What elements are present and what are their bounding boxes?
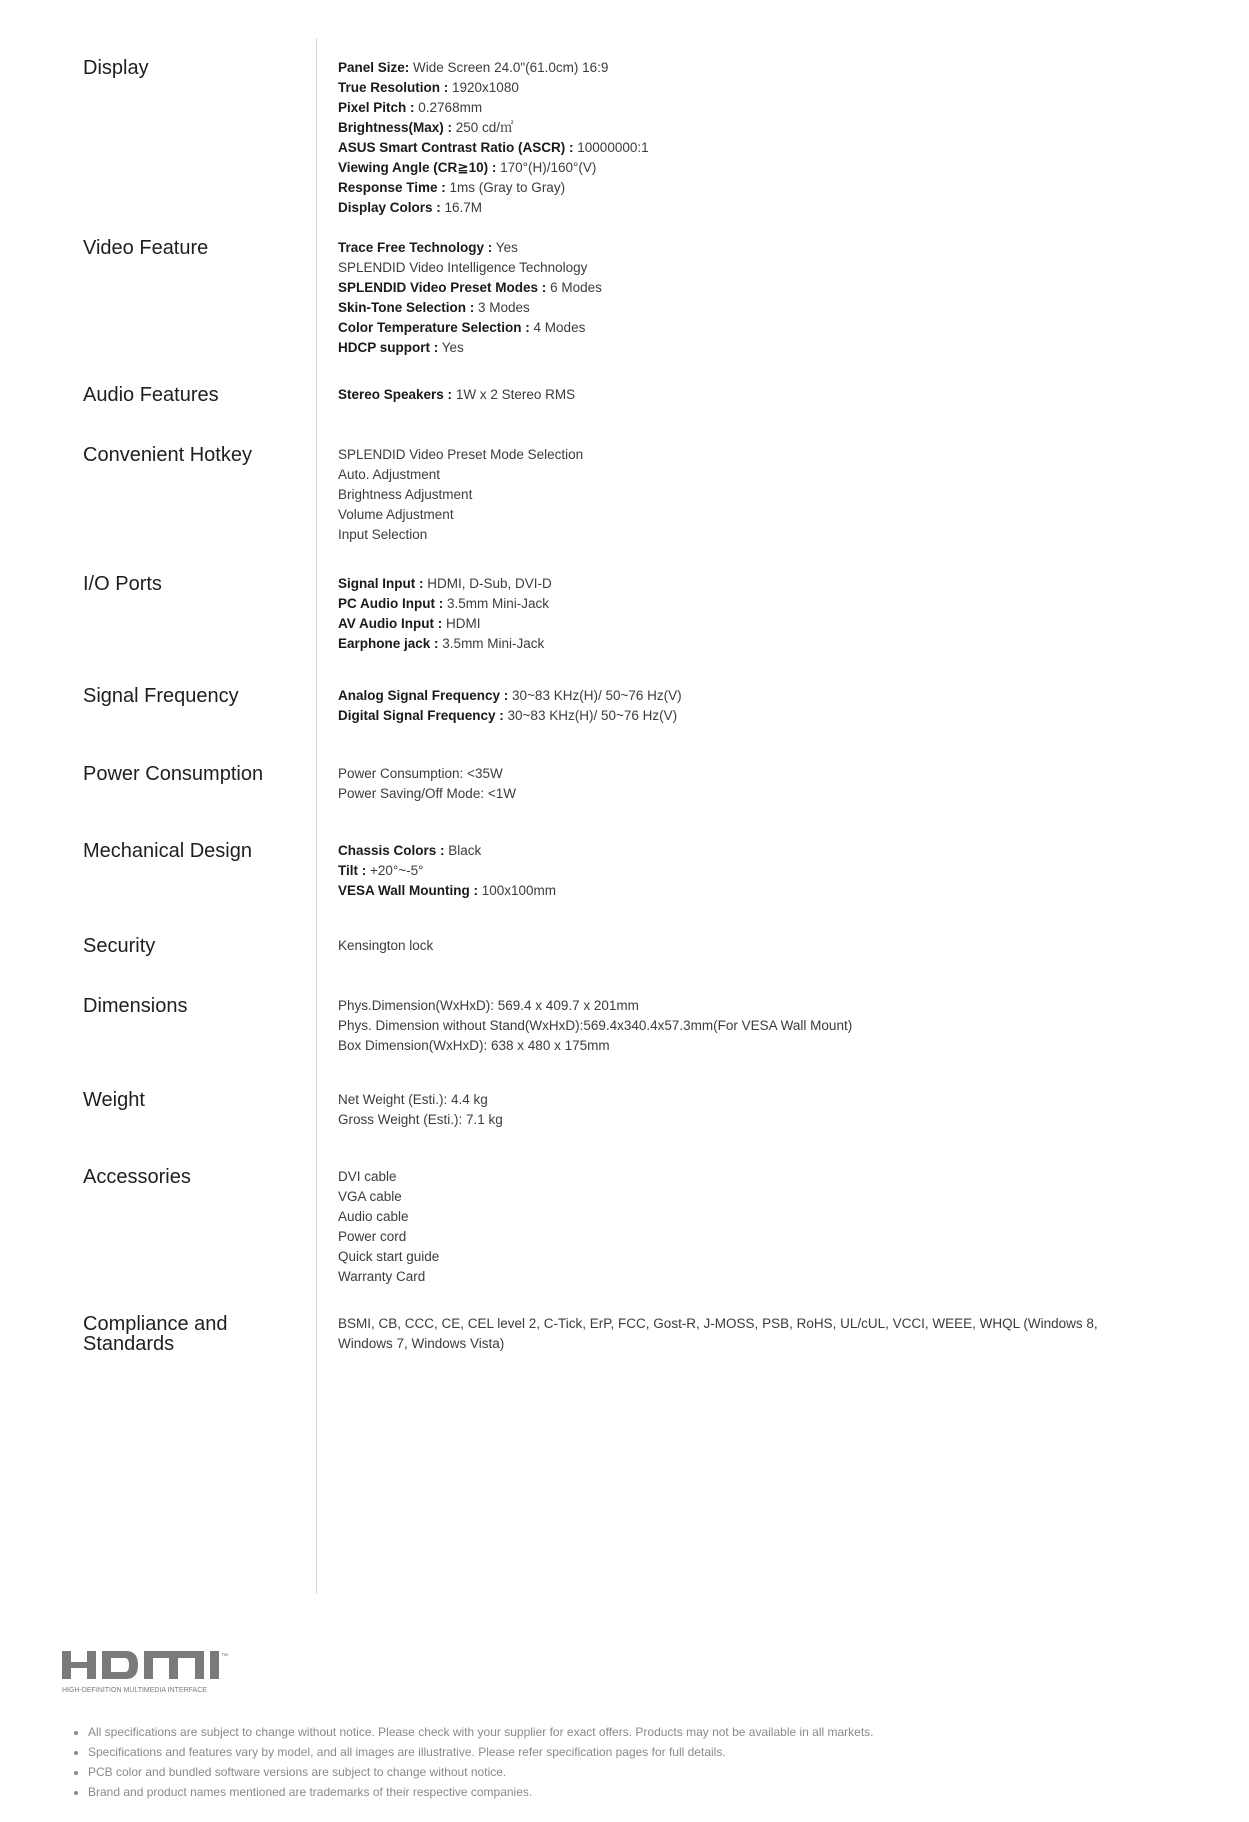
spec-value: 1W x 2 Stereo RMS: [452, 387, 576, 402]
spec-value: 6 Modes: [546, 280, 602, 295]
spec-details: [338, 58, 1138, 218]
spec-value: 3.5mm Mini-Jack: [438, 636, 545, 651]
spec-details: [338, 996, 1138, 1056]
spec-value: Volume Adjustment: [338, 507, 454, 522]
spec-line: [338, 525, 1138, 545]
spec-details: [338, 1167, 1138, 1287]
spec-value: Power cord: [338, 1229, 407, 1244]
spec-title: Video Feature: [83, 237, 209, 259]
spec-line: [338, 861, 1138, 881]
spec-line: [338, 118, 1138, 138]
spec-title: Convenient Hotkey: [83, 444, 252, 466]
spec-details: [338, 841, 1138, 901]
spec-line: [338, 1267, 1138, 1287]
spec-line: [338, 58, 1138, 78]
spec-key: Skin-Tone Selection :: [338, 300, 475, 315]
spec-key: Earphone jack :: [338, 636, 439, 651]
spec-value: 100x100mm: [477, 883, 557, 898]
spec-title: I/O Ports: [83, 573, 162, 595]
spec-title: Security: [83, 935, 156, 957]
spec-line: [338, 1110, 1138, 1130]
spec-key: Response Time :: [338, 180, 446, 195]
spec-key: True Resolution :: [338, 80, 449, 95]
hdmi-tagline: HIGH-DEFINITION MULTIMEDIA INTERFACE: [62, 1687, 207, 1694]
spec-title: Signal Frequency: [83, 685, 239, 707]
spec-key: Stereo Speakers :: [338, 387, 453, 402]
spec-value: Quick start guide: [338, 1249, 440, 1264]
spec-key: Chassis Colors :: [338, 843, 445, 858]
spec-value: 16.7M: [440, 200, 483, 215]
spec-key: Brightness(Max) :: [338, 120, 453, 135]
spec-line: [338, 298, 1138, 318]
column-divider: [316, 38, 317, 1594]
spec-line: [338, 706, 1138, 726]
spec-value: HDMI, D-Sub, DVI-D: [423, 576, 552, 591]
footnote-item: • Specifications and features vary by model, and all images are illustrative. Please refer specification pages for full details.: [88, 1742, 1188, 1762]
spec-key: AV Audio Input :: [338, 616, 443, 631]
spec-value: Power Saving/Off Mode: <1W: [338, 786, 516, 801]
spec-line: [338, 258, 1138, 278]
spec-line: [338, 1207, 1138, 1227]
spec-line: [338, 574, 1138, 594]
footnote-item: • All specifications are subject to change without notice. Please check with your supplier for exact offers. Products may not be available in all markets.: [88, 1722, 1188, 1742]
spec-value: Box Dimension(WxHxD): 638 x 480 x 175mm: [338, 1038, 610, 1053]
spec-line: [338, 784, 1138, 804]
spec-title: Audio Features: [83, 384, 219, 406]
spec-line: [338, 996, 1138, 1016]
spec-title: Mechanical Design: [83, 840, 252, 862]
spec-line: [338, 764, 1138, 784]
spec-value: Net Weight (Esti.): 4.4 kg: [338, 1092, 488, 1107]
spec-line: [338, 1187, 1138, 1207]
spec-value: Input Selection: [338, 527, 428, 542]
spec-value: SPLENDID Video Intelligence Technology: [338, 260, 588, 275]
spec-key: VESA Wall Mounting :: [338, 883, 478, 898]
spec-value: +20°~-5°: [366, 863, 424, 878]
spec-line: [338, 485, 1138, 505]
spec-line: [338, 198, 1138, 218]
spec-key: Digital Signal Frequency :: [338, 708, 504, 723]
spec-value: Phys. Dimension without Stand(WxHxD):569.4x340.4x57.3mm(For VESA Wall Mount): [338, 1018, 853, 1033]
spec-value: VGA cable: [338, 1189, 402, 1204]
spec-value: 170°(H)/160°(V): [496, 160, 597, 175]
spec-value: 10000000:1: [573, 140, 649, 155]
spec-line: [338, 841, 1138, 861]
spec-line: [338, 936, 1138, 956]
spec-key: Viewing Angle (CR≧10) :: [338, 160, 497, 175]
spec-line: [338, 1247, 1138, 1267]
spec-line: [338, 445, 1138, 465]
spec-line: [338, 634, 1138, 654]
spec-value: Brightness Adjustment: [338, 487, 473, 502]
spec-value: Power Consumption: <35W: [338, 766, 503, 781]
spec-value: 0.2768mm: [414, 100, 483, 115]
spec-value: BSMI, CB, CCC, CE, CEL level 2, C-Tick, ErP, FCC, Gost-R, J-MOSS, PSB, RoHS, UL/cUL, VCCI, WEEE, WHQL (Windows 8, Windows 7, Windows Vista): [338, 1316, 1098, 1351]
spec-key: Analog Signal Frequency :: [338, 688, 509, 703]
spec-title: Power Consumption: [83, 763, 264, 785]
spec-key: Panel Size:: [338, 60, 410, 75]
spec-key: Color Temperature Selection :: [338, 320, 530, 335]
spec-line: [338, 465, 1138, 485]
spec-title: Compliance and Standards: [83, 1313, 228, 1355]
spec-details: [338, 238, 1138, 358]
spec-title: Weight: [83, 1089, 145, 1111]
spec-line: [338, 614, 1138, 634]
spec-value: 30~83 KHz(H)/ 50~76 Hz(V): [503, 708, 678, 723]
spec-value: Gross Weight (Esti.): 7.1 kg: [338, 1112, 503, 1127]
spec-line: [338, 1090, 1138, 1110]
spec-line: [338, 385, 1138, 405]
spec-key: Tilt :: [338, 863, 367, 878]
spec-line: [338, 158, 1138, 178]
spec-details: [338, 385, 1138, 405]
spec-line: [338, 138, 1138, 158]
spec-value: DVI cable: [338, 1169, 397, 1184]
footnote-item: • Brand and product names mentioned are trademarks of their respective companies.: [88, 1782, 1188, 1802]
spec-line: [338, 594, 1138, 614]
spec-key: Signal Input :: [338, 576, 424, 591]
spec-key: ASUS Smart Contrast Ratio (ASCR) :: [338, 140, 574, 155]
footnote-item: • PCB color and bundled software versions are subject to change without notice.: [88, 1762, 1188, 1782]
spec-key: SPLENDID Video Preset Modes :: [338, 280, 547, 295]
spec-value: 4 Modes: [529, 320, 586, 335]
spec-details: [338, 445, 1138, 545]
spec-details: [338, 1090, 1138, 1130]
spec-title: Display: [83, 57, 149, 79]
spec-line: [338, 318, 1138, 338]
spec-title: Accessories: [83, 1166, 191, 1188]
spec-value: 1920x1080: [448, 80, 519, 95]
spec-value: Kensington lock: [338, 938, 434, 953]
spec-value: Warranty Card: [338, 1269, 426, 1284]
spec-title: Dimensions: [83, 995, 188, 1017]
spec-value: Yes: [492, 240, 518, 255]
spec-line: [338, 278, 1138, 298]
spec-value: Audio cable: [338, 1209, 409, 1224]
spec-line: [338, 1314, 1138, 1354]
spec-line: [338, 338, 1138, 358]
spec-value: 30~83 KHz(H)/ 50~76 Hz(V): [508, 688, 682, 703]
spec-line: [338, 98, 1138, 118]
spec-details: [338, 686, 1138, 726]
spec-value: 250 cd/㎡: [452, 120, 514, 135]
spec-details: [338, 936, 1138, 956]
spec-key: PC Audio Input :: [338, 596, 444, 611]
footnotes-list: [70, 1722, 1188, 1802]
spec-line: [338, 505, 1138, 525]
spec-key: HDCP support :: [338, 340, 439, 355]
spec-value: Black: [444, 843, 482, 858]
spec-value: SPLENDID Video Preset Mode Selection: [338, 447, 584, 462]
spec-details: [338, 574, 1138, 654]
hdmi-logo: [62, 1649, 272, 1697]
spec-value: Auto. Adjustment: [338, 467, 441, 482]
spec-value: 3.5mm Mini-Jack: [443, 596, 549, 611]
spec-line: [338, 686, 1138, 706]
spec-line: [338, 1167, 1138, 1187]
trademark-mark: ™: [221, 1653, 228, 1660]
spec-key: Trace Free Technology :: [338, 240, 493, 255]
spec-line: [338, 178, 1138, 198]
spec-details: [338, 1314, 1138, 1354]
spec-line: [338, 1016, 1138, 1036]
spec-key: Display Colors :: [338, 200, 441, 215]
spec-key: Pixel Pitch :: [338, 100, 415, 115]
spec-value: Yes: [438, 340, 464, 355]
spec-line: [338, 1036, 1138, 1056]
spec-line: [338, 1227, 1138, 1247]
spec-line: [338, 78, 1138, 98]
spec-details: [338, 764, 1138, 804]
spec-value: 3 Modes: [474, 300, 530, 315]
spec-line: [338, 881, 1138, 901]
spec-value: 1ms (Gray to Gray): [445, 180, 566, 195]
spec-value: Phys.Dimension(WxHxD): 569.4 x 409.7 x 201mm: [338, 998, 639, 1013]
spec-line: [338, 238, 1138, 258]
spec-value: Wide Screen 24.0"(61.0cm) 16:9: [409, 60, 609, 75]
spec-value: HDMI: [442, 616, 481, 631]
